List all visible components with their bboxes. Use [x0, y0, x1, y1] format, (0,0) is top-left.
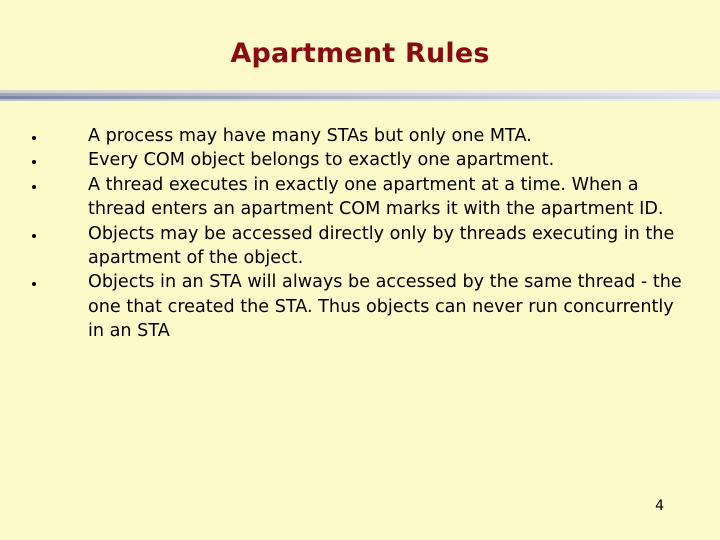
bullet-text: Objects in an STA will always be accessed by the same thread - the one that created the STA. Thus objects can never run concurrently in an STA [88, 272, 682, 342]
bullet-item [28, 124, 688, 148]
bullet-item [28, 148, 688, 172]
bullet-text: A process may have many STAs but only one MTA. [88, 126, 532, 146]
bullet-text: A thread executes in exactly one apartment at a time. When a thread enters an apartment COM marks it with the apartment ID. [88, 174, 664, 220]
bullet-icon [28, 222, 88, 246]
slide-title: Apartment Rules [230, 38, 490, 69]
page-number: 4 [655, 498, 664, 514]
bullet-item [28, 222, 688, 271]
bullet-list [28, 124, 688, 344]
bullet-icon [28, 270, 88, 294]
bullet-item [28, 270, 688, 343]
bullet-item [28, 173, 688, 222]
bullet-icon [28, 148, 88, 172]
bullet-icon [28, 124, 88, 148]
bullet-icon [28, 173, 88, 197]
bullet-text: Every COM object belongs to exactly one apartment. [88, 150, 555, 171]
bullet-text: Objects may be accessed directly only by threads executing in the apartment of the object. [88, 223, 675, 269]
title-divider [0, 90, 720, 102]
